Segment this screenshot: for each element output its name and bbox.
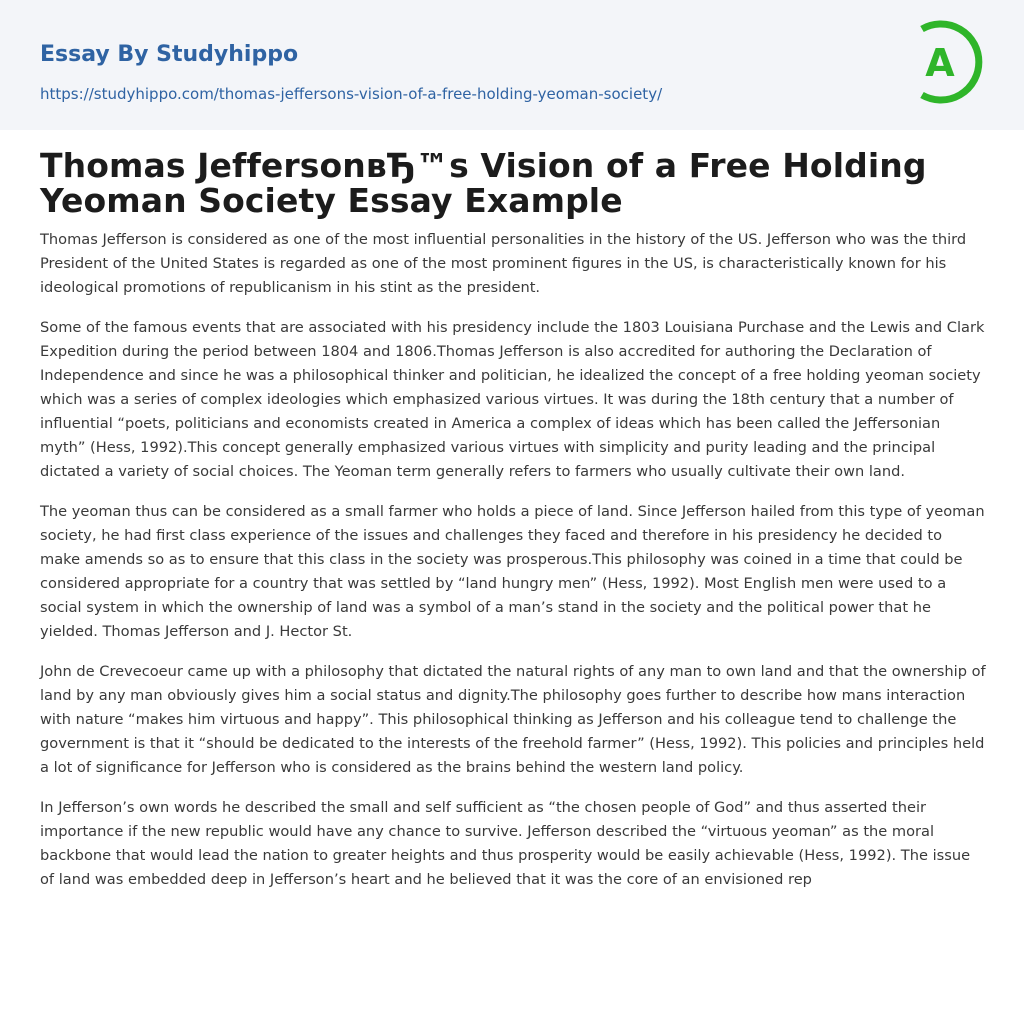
essay-paragraph: John de Crevecoeur came up with a philosophy that dictated the natural rights of any man to own land and that the ownership of land by any man obviously gives him a social status and dignity.The philosophy goes further to describe how mans interaction with nature “makes him virtuous and happy”. This philosophical thinking as Jefferson and his colleague tend to challenge the government is that it “should be dedicated to the interests of the freehold farmer” (Hess, 1992). This policies and principles held a lot of significance for Jefferson who is considered as the brains behind the western land policy. [40,663,986,776]
essay-paragraph: The yeoman thus can be considered as a small farmer who holds a piece of land. Since Jefferson hailed from this type of yeoman society, he had first class experience of the issues and challenges they faced and therefore in his presidency he decided to make amends so as to ensure that this class in the society was prosperous.This philosophy was coined in a time that could be considered appropriate for a country that was settled by “land hungry men” (Hess, 1992). Most English men were used to a social system in which the ownership of land was a symbol of a man’s stand in the society and the political power that he yielded. Thomas Jefferson and J. Hector St. [40,503,985,640]
essay-content [40,148,986,908]
site-title[interactable]: Essay By Studyhippo [40,42,299,67]
essay-paragraph: In Jefferson’s own words he described the small and self sufficient as “the chosen people of God” and thus asserted their importance if the new republic would have any chance to survive. Jefferson described the “virtuous yeoman” as the moral backbone that would lead the nation to greater heights and thus prosperity would be easily achievable (Hess, 1992). The issue of land was embedded deep in Jefferson’s heart and he believed that it was the core of an envisioned rep [40,799,971,888]
essay-body [40,228,986,892]
site-header [0,0,1024,130]
essay-title: Thomas JeffersonвЂ™s Vision of a Free Holding Yeoman Society Essay Example [40,146,927,220]
source-url-link[interactable]: https://studyhippo.com/thomas-jeffersons-vision-of-a-free-holding-yeoman-society/ [40,85,663,103]
logo-letter: A [925,41,955,85]
essay-paragraph: Some of the famous events that are associated with his presidency include the 1803 Louisiana Purchase and the Lewis and Clark Expedition during the period between 1804 and 1806.Thomas Jefferson is also accredited for authoring the Declaration of Independence and since he was a philosophical thinker and politician, he idealized the concept of a free holding yeoman society which was a series of complex ideologies which emphasized various virtues. It was during the 18th century that a number of influential “poets, politicians and economists created in America a complex of ideas which has been called the Jeffersonian myth” (Hess, 1992).This concept generally emphasized various virtues with simplicity and purity leading and the principal dictated a variety of social choices. The Yeoman term generally refers to farmers who usually cultivate their own land. [40,319,985,480]
studyhippo-logo-icon[interactable] [912,19,986,105]
essay-paragraph: Thomas Jefferson is considered as one of the most influential personalities in the history of the US. Jefferson who was the third President of the United States is regarded as one of the most prominent figures in the US, is characteristically known for his ideological promotions of republicanism in his stint as the president. [40,231,967,296]
